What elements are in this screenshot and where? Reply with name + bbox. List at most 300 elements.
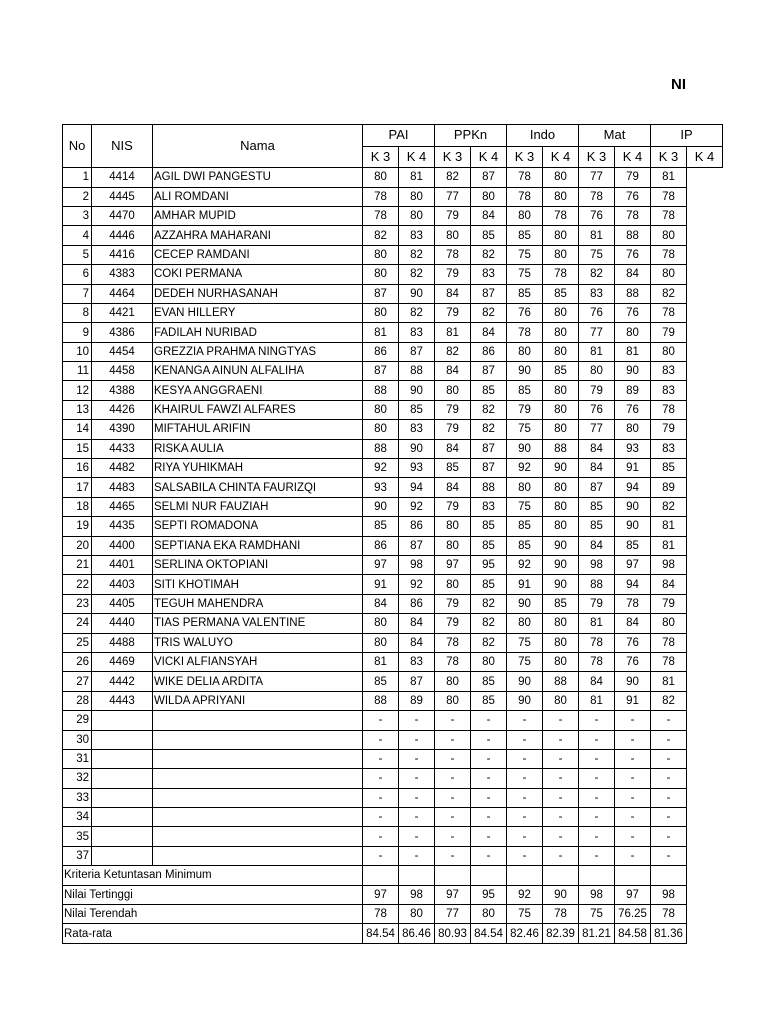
cell-score[interactable]: - — [399, 749, 435, 768]
cell-score[interactable]: 83 — [579, 284, 615, 303]
cell-nis[interactable]: 4426 — [92, 400, 153, 419]
cell-score[interactable]: 85 — [507, 536, 543, 555]
cell-no[interactable]: 24 — [63, 614, 92, 633]
cell-score[interactable]: 82 — [471, 594, 507, 613]
summary-value[interactable] — [579, 866, 615, 885]
cell-score[interactable]: - — [651, 749, 687, 768]
cell-score[interactable]: 91 — [507, 575, 543, 594]
cell-score[interactable]: 76 — [615, 400, 651, 419]
cell-score[interactable]: 76 — [615, 303, 651, 322]
cell-score[interactable]: - — [579, 827, 615, 846]
cell-no[interactable]: 16 — [63, 459, 92, 478]
cell-score[interactable]: 81 — [615, 342, 651, 361]
cell-score[interactable]: - — [615, 769, 651, 788]
cell-score[interactable]: 79 — [435, 594, 471, 613]
cell-score[interactable]: 79 — [651, 594, 687, 613]
cell-nama[interactable] — [153, 808, 363, 827]
cell-score[interactable]: 81 — [579, 342, 615, 361]
cell-score[interactable]: 83 — [651, 381, 687, 400]
cell-score[interactable]: 82 — [363, 226, 399, 245]
cell-score[interactable]: 80 — [363, 400, 399, 419]
cell-no[interactable]: 35 — [63, 827, 92, 846]
cell-nama[interactable]: WIKE DELIA ARDITA — [153, 672, 363, 691]
summary-value[interactable]: 80 — [471, 905, 507, 924]
cell-score[interactable]: 80 — [363, 245, 399, 264]
cell-score[interactable]: 94 — [399, 478, 435, 497]
summary-value[interactable]: 84.54 — [471, 924, 507, 943]
cell-nis[interactable]: 4443 — [92, 691, 153, 710]
cell-score[interactable]: 90 — [543, 459, 579, 478]
cell-score[interactable]: 82 — [651, 691, 687, 710]
cell-score[interactable]: 84 — [615, 265, 651, 284]
cell-score[interactable]: - — [471, 769, 507, 788]
cell-score[interactable]: 78 — [651, 400, 687, 419]
cell-score[interactable]: 81 — [651, 672, 687, 691]
cell-score[interactable]: - — [471, 711, 507, 730]
cell-score[interactable]: - — [651, 788, 687, 807]
cell-score[interactable]: 90 — [507, 691, 543, 710]
cell-score[interactable]: 83 — [399, 420, 435, 439]
cell-nis[interactable] — [92, 730, 153, 749]
cell-score[interactable]: - — [507, 808, 543, 827]
cell-score[interactable]: 78 — [435, 652, 471, 671]
cell-score[interactable]: - — [579, 711, 615, 730]
summary-value[interactable] — [435, 866, 471, 885]
cell-score[interactable]: 95 — [471, 556, 507, 575]
cell-score[interactable]: - — [363, 827, 399, 846]
cell-no[interactable]: 17 — [63, 478, 92, 497]
cell-score[interactable]: 92 — [507, 459, 543, 478]
cell-score[interactable]: 75 — [507, 652, 543, 671]
cell-nama[interactable]: CECEP RAMDANI — [153, 245, 363, 264]
cell-nis[interactable]: 4454 — [92, 342, 153, 361]
cell-no[interactable]: 14 — [63, 420, 92, 439]
cell-score[interactable]: - — [651, 711, 687, 730]
cell-score[interactable]: 79 — [651, 323, 687, 342]
cell-score[interactable]: 82 — [435, 342, 471, 361]
cell-score[interactable]: 83 — [399, 652, 435, 671]
cell-score[interactable]: 88 — [543, 672, 579, 691]
cell-nama[interactable] — [153, 711, 363, 730]
cell-score[interactable]: - — [543, 788, 579, 807]
cell-score[interactable]: 80 — [471, 187, 507, 206]
cell-no[interactable]: 23 — [63, 594, 92, 613]
cell-score[interactable]: - — [651, 827, 687, 846]
cell-score[interactable]: 88 — [543, 439, 579, 458]
cell-score[interactable]: - — [651, 808, 687, 827]
cell-nama[interactable] — [153, 788, 363, 807]
cell-score[interactable]: - — [399, 711, 435, 730]
cell-no[interactable]: 32 — [63, 769, 92, 788]
cell-nama[interactable]: VICKI ALFIANSYAH — [153, 652, 363, 671]
cell-score[interactable]: 77 — [435, 187, 471, 206]
cell-nis[interactable]: 4488 — [92, 633, 153, 652]
cell-score[interactable]: 78 — [651, 245, 687, 264]
cell-score[interactable]: - — [399, 846, 435, 865]
cell-score[interactable]: 85 — [615, 536, 651, 555]
cell-score[interactable]: 80 — [543, 691, 579, 710]
cell-score[interactable]: 79 — [507, 400, 543, 419]
cell-score[interactable]: 76 — [615, 187, 651, 206]
cell-score[interactable]: 75 — [507, 497, 543, 516]
cell-score[interactable]: - — [543, 846, 579, 865]
cell-nis[interactable]: 4470 — [92, 206, 153, 225]
cell-nis[interactable] — [92, 749, 153, 768]
cell-score[interactable]: 86 — [399, 594, 435, 613]
cell-no[interactable]: 33 — [63, 788, 92, 807]
cell-nama[interactable]: TEGUH MAHENDRA — [153, 594, 363, 613]
cell-nama[interactable]: TIAS PERMANA VALENTINE — [153, 614, 363, 633]
cell-score[interactable]: 85 — [363, 517, 399, 536]
cell-score[interactable]: 80 — [543, 633, 579, 652]
cell-score[interactable]: - — [543, 749, 579, 768]
cell-score[interactable]: 80 — [543, 342, 579, 361]
cell-score[interactable]: 82 — [399, 245, 435, 264]
cell-nis[interactable]: 4414 — [92, 168, 153, 187]
cell-score[interactable]: 82 — [471, 245, 507, 264]
cell-score[interactable]: 79 — [435, 206, 471, 225]
cell-score[interactable]: - — [435, 730, 471, 749]
cell-score[interactable]: 85 — [543, 362, 579, 381]
cell-score[interactable]: 90 — [615, 362, 651, 381]
cell-score[interactable]: 82 — [471, 614, 507, 633]
cell-score[interactable]: 80 — [651, 342, 687, 361]
cell-nis[interactable]: 4401 — [92, 556, 153, 575]
cell-nama[interactable]: SEPTIANA EKA RAMDHANI — [153, 536, 363, 555]
cell-score[interactable]: 85 — [543, 594, 579, 613]
cell-no[interactable]: 8 — [63, 303, 92, 322]
cell-nama[interactable]: WILDA APRIYANI — [153, 691, 363, 710]
cell-nis[interactable] — [92, 808, 153, 827]
cell-score[interactable]: 90 — [399, 439, 435, 458]
cell-score[interactable]: 90 — [543, 575, 579, 594]
cell-score[interactable]: - — [363, 808, 399, 827]
cell-score[interactable]: 82 — [651, 497, 687, 516]
cell-score[interactable]: 78 — [363, 187, 399, 206]
cell-score[interactable]: - — [507, 827, 543, 846]
cell-score[interactable]: 80 — [651, 265, 687, 284]
cell-score[interactable]: 81 — [651, 536, 687, 555]
cell-score[interactable]: 84 — [615, 614, 651, 633]
cell-score[interactable]: 87 — [579, 478, 615, 497]
cell-score[interactable]: 78 — [579, 633, 615, 652]
cell-nama[interactable]: AMHAR MUPID — [153, 206, 363, 225]
cell-score[interactable]: - — [615, 808, 651, 827]
cell-score[interactable]: 89 — [399, 691, 435, 710]
cell-score[interactable]: 84 — [435, 284, 471, 303]
cell-score[interactable]: 83 — [399, 226, 435, 245]
cell-nis[interactable]: 4446 — [92, 226, 153, 245]
cell-nama[interactable] — [153, 730, 363, 749]
cell-score[interactable]: 94 — [615, 575, 651, 594]
cell-score[interactable]: 84 — [471, 323, 507, 342]
cell-no[interactable]: 28 — [63, 691, 92, 710]
cell-no[interactable]: 5 — [63, 245, 92, 264]
cell-no[interactable]: 13 — [63, 400, 92, 419]
cell-score[interactable]: - — [507, 788, 543, 807]
cell-nama[interactable]: SELMI NUR FAUZIAH — [153, 497, 363, 516]
cell-score[interactable]: 89 — [615, 381, 651, 400]
cell-no[interactable]: 20 — [63, 536, 92, 555]
cell-nis[interactable] — [92, 769, 153, 788]
cell-score[interactable]: 85 — [579, 497, 615, 516]
cell-score[interactable]: 79 — [615, 168, 651, 187]
cell-score[interactable]: 87 — [399, 536, 435, 555]
cell-nis[interactable]: 4403 — [92, 575, 153, 594]
cell-score[interactable]: 80 — [435, 381, 471, 400]
summary-value[interactable]: 75 — [579, 905, 615, 924]
cell-no[interactable]: 4 — [63, 226, 92, 245]
cell-score[interactable]: 80 — [543, 517, 579, 536]
cell-score[interactable]: 81 — [579, 226, 615, 245]
cell-score[interactable]: 78 — [651, 206, 687, 225]
cell-score[interactable]: 76 — [615, 245, 651, 264]
cell-no[interactable]: 31 — [63, 749, 92, 768]
cell-score[interactable]: 79 — [579, 594, 615, 613]
cell-score[interactable]: 77 — [579, 420, 615, 439]
cell-score[interactable]: 78 — [579, 187, 615, 206]
cell-score[interactable]: 78 — [651, 633, 687, 652]
cell-score[interactable]: 80 — [435, 226, 471, 245]
cell-score[interactable]: 91 — [615, 691, 651, 710]
cell-score[interactable]: 80 — [363, 633, 399, 652]
cell-score[interactable]: 80 — [615, 420, 651, 439]
cell-score[interactable]: 90 — [615, 672, 651, 691]
cell-score[interactable]: 80 — [435, 575, 471, 594]
cell-score[interactable]: 97 — [615, 556, 651, 575]
cell-score[interactable]: 86 — [399, 517, 435, 536]
cell-score[interactable]: 79 — [435, 400, 471, 419]
cell-score[interactable]: 85 — [471, 672, 507, 691]
cell-score[interactable]: 86 — [363, 536, 399, 555]
cell-nis[interactable]: 4386 — [92, 323, 153, 342]
cell-score[interactable]: - — [363, 711, 399, 730]
cell-nis[interactable]: 4435 — [92, 517, 153, 536]
cell-score[interactable]: - — [615, 827, 651, 846]
cell-score[interactable]: 79 — [435, 265, 471, 284]
cell-score[interactable]: - — [507, 769, 543, 788]
cell-score[interactable]: 81 — [651, 517, 687, 536]
cell-nis[interactable]: 4465 — [92, 497, 153, 516]
cell-score[interactable]: 80 — [543, 497, 579, 516]
cell-nama[interactable]: KENANGA AINUN ALFALIHA — [153, 362, 363, 381]
cell-no[interactable]: 7 — [63, 284, 92, 303]
cell-nis[interactable]: 4440 — [92, 614, 153, 633]
cell-score[interactable]: 88 — [471, 478, 507, 497]
cell-score[interactable]: 86 — [471, 342, 507, 361]
cell-no[interactable]: 22 — [63, 575, 92, 594]
cell-score[interactable]: - — [543, 711, 579, 730]
cell-no[interactable]: 27 — [63, 672, 92, 691]
cell-score[interactable]: 78 — [543, 206, 579, 225]
cell-score[interactable]: 85 — [471, 575, 507, 594]
cell-score[interactable]: 84 — [579, 459, 615, 478]
cell-score[interactable]: 79 — [651, 420, 687, 439]
cell-score[interactable]: 92 — [399, 575, 435, 594]
cell-score[interactable]: 78 — [435, 245, 471, 264]
cell-score[interactable]: 88 — [615, 284, 651, 303]
cell-score[interactable]: 87 — [471, 284, 507, 303]
cell-score[interactable]: 93 — [399, 459, 435, 478]
cell-score[interactable]: 81 — [363, 652, 399, 671]
cell-score[interactable]: 90 — [543, 556, 579, 575]
cell-score[interactable]: 83 — [651, 439, 687, 458]
cell-score[interactable]: 80 — [651, 226, 687, 245]
cell-score[interactable]: 78 — [363, 206, 399, 225]
summary-value[interactable]: 98 — [651, 885, 687, 904]
cell-nis[interactable]: 4469 — [92, 652, 153, 671]
cell-nis[interactable] — [92, 711, 153, 730]
cell-score[interactable]: - — [435, 808, 471, 827]
cell-no[interactable]: 1 — [63, 168, 92, 187]
cell-nis[interactable]: 4383 — [92, 265, 153, 284]
cell-nis[interactable]: 4464 — [92, 284, 153, 303]
cell-no[interactable]: 34 — [63, 808, 92, 827]
cell-score[interactable]: 76 — [615, 633, 651, 652]
cell-nama[interactable]: SITI KHOTIMAH — [153, 575, 363, 594]
cell-score[interactable]: 85 — [651, 459, 687, 478]
cell-score[interactable]: 88 — [363, 381, 399, 400]
cell-score[interactable]: 78 — [651, 303, 687, 322]
cell-no[interactable]: 37 — [63, 846, 92, 865]
cell-score[interactable]: 79 — [435, 497, 471, 516]
cell-nama[interactable]: TRIS WALUYO — [153, 633, 363, 652]
cell-score[interactable]: 78 — [615, 206, 651, 225]
cell-nama[interactable]: SERLINA OKTOPIANI — [153, 556, 363, 575]
cell-no[interactable]: 18 — [63, 497, 92, 516]
summary-value[interactable]: 92 — [507, 885, 543, 904]
cell-no[interactable]: 3 — [63, 206, 92, 225]
cell-nama[interactable]: KHAIRUL FAWZI ALFARES — [153, 400, 363, 419]
cell-score[interactable]: 82 — [579, 265, 615, 284]
summary-value[interactable] — [363, 866, 399, 885]
cell-nama[interactable]: MIFTAHUL ARIFIN — [153, 420, 363, 439]
cell-score[interactable]: 85 — [507, 284, 543, 303]
cell-score[interactable]: - — [579, 808, 615, 827]
cell-no[interactable]: 9 — [63, 323, 92, 342]
cell-score[interactable]: 78 — [543, 265, 579, 284]
cell-nama[interactable]: RISKA AULIA — [153, 439, 363, 458]
cell-score[interactable]: 88 — [399, 362, 435, 381]
cell-score[interactable]: 97 — [435, 556, 471, 575]
cell-score[interactable]: 84 — [363, 594, 399, 613]
cell-score[interactable]: 97 — [363, 556, 399, 575]
cell-score[interactable]: 82 — [399, 265, 435, 284]
cell-score[interactable]: - — [435, 788, 471, 807]
cell-score[interactable]: 82 — [651, 284, 687, 303]
cell-score[interactable]: 85 — [507, 226, 543, 245]
summary-value[interactable]: 98 — [579, 885, 615, 904]
summary-value[interactable]: 97 — [615, 885, 651, 904]
cell-score[interactable]: 82 — [471, 420, 507, 439]
cell-score[interactable]: - — [363, 730, 399, 749]
cell-score[interactable]: 90 — [507, 672, 543, 691]
cell-score[interactable]: 75 — [507, 633, 543, 652]
cell-score[interactable]: - — [543, 730, 579, 749]
cell-score[interactable]: - — [435, 827, 471, 846]
summary-value[interactable]: 90 — [543, 885, 579, 904]
cell-score[interactable]: 98 — [651, 556, 687, 575]
summary-value[interactable] — [471, 866, 507, 885]
cell-score[interactable]: 80 — [543, 381, 579, 400]
cell-score[interactable]: 81 — [579, 614, 615, 633]
cell-score[interactable]: 85 — [579, 517, 615, 536]
cell-no[interactable]: 12 — [63, 381, 92, 400]
cell-nis[interactable] — [92, 788, 153, 807]
cell-score[interactable]: 75 — [507, 245, 543, 264]
summary-value[interactable]: 84.58 — [615, 924, 651, 943]
cell-score[interactable]: 87 — [471, 439, 507, 458]
cell-score[interactable]: 83 — [399, 323, 435, 342]
cell-score[interactable]: 87 — [471, 459, 507, 478]
summary-value[interactable]: 78 — [543, 905, 579, 924]
cell-score[interactable]: 84 — [435, 439, 471, 458]
summary-value[interactable] — [399, 866, 435, 885]
cell-score[interactable]: 80 — [435, 691, 471, 710]
summary-value[interactable]: 78 — [363, 905, 399, 924]
cell-score[interactable]: 84 — [399, 614, 435, 633]
cell-score[interactable]: 83 — [651, 362, 687, 381]
cell-nama[interactable] — [153, 749, 363, 768]
cell-score[interactable]: 80 — [507, 206, 543, 225]
cell-score[interactable]: - — [435, 711, 471, 730]
cell-nis[interactable]: 4483 — [92, 478, 153, 497]
cell-score[interactable]: 80 — [543, 400, 579, 419]
cell-score[interactable]: 85 — [363, 672, 399, 691]
cell-score[interactable]: 82 — [399, 303, 435, 322]
cell-score[interactable]: - — [507, 846, 543, 865]
cell-score[interactable]: 80 — [615, 323, 651, 342]
cell-score[interactable]: - — [471, 730, 507, 749]
cell-score[interactable]: - — [435, 769, 471, 788]
cell-score[interactable]: 83 — [471, 497, 507, 516]
cell-score[interactable]: - — [579, 769, 615, 788]
cell-score[interactable]: 80 — [507, 342, 543, 361]
cell-no[interactable]: 11 — [63, 362, 92, 381]
summary-value[interactable]: 82.39 — [543, 924, 579, 943]
cell-score[interactable]: 87 — [471, 168, 507, 187]
cell-nama[interactable]: AGIL DWI PANGESTU — [153, 168, 363, 187]
cell-score[interactable]: 80 — [363, 168, 399, 187]
cell-score[interactable]: - — [435, 749, 471, 768]
cell-nis[interactable]: 4433 — [92, 439, 153, 458]
cell-score[interactable]: 81 — [363, 323, 399, 342]
cell-score[interactable]: 85 — [507, 517, 543, 536]
cell-no[interactable]: 2 — [63, 187, 92, 206]
cell-nis[interactable] — [92, 827, 153, 846]
cell-score[interactable]: 84 — [399, 633, 435, 652]
cell-score[interactable]: 78 — [651, 652, 687, 671]
cell-score[interactable]: 80 — [471, 652, 507, 671]
cell-score[interactable]: - — [471, 827, 507, 846]
cell-score[interactable]: 80 — [435, 517, 471, 536]
cell-score[interactable]: 90 — [507, 594, 543, 613]
cell-no[interactable]: 6 — [63, 265, 92, 284]
cell-nama[interactable] — [153, 827, 363, 846]
cell-score[interactable]: 78 — [507, 187, 543, 206]
cell-score[interactable]: 81 — [579, 691, 615, 710]
cell-score[interactable]: - — [399, 827, 435, 846]
cell-score[interactable]: - — [399, 788, 435, 807]
cell-score[interactable]: 85 — [471, 226, 507, 245]
cell-score[interactable]: 80 — [543, 614, 579, 633]
summary-value[interactable]: 81.21 — [579, 924, 615, 943]
cell-score[interactable]: 78 — [507, 168, 543, 187]
cell-no[interactable]: 10 — [63, 342, 92, 361]
cell-score[interactable]: - — [651, 730, 687, 749]
cell-score[interactable]: 82 — [471, 633, 507, 652]
cell-score[interactable]: 85 — [471, 691, 507, 710]
